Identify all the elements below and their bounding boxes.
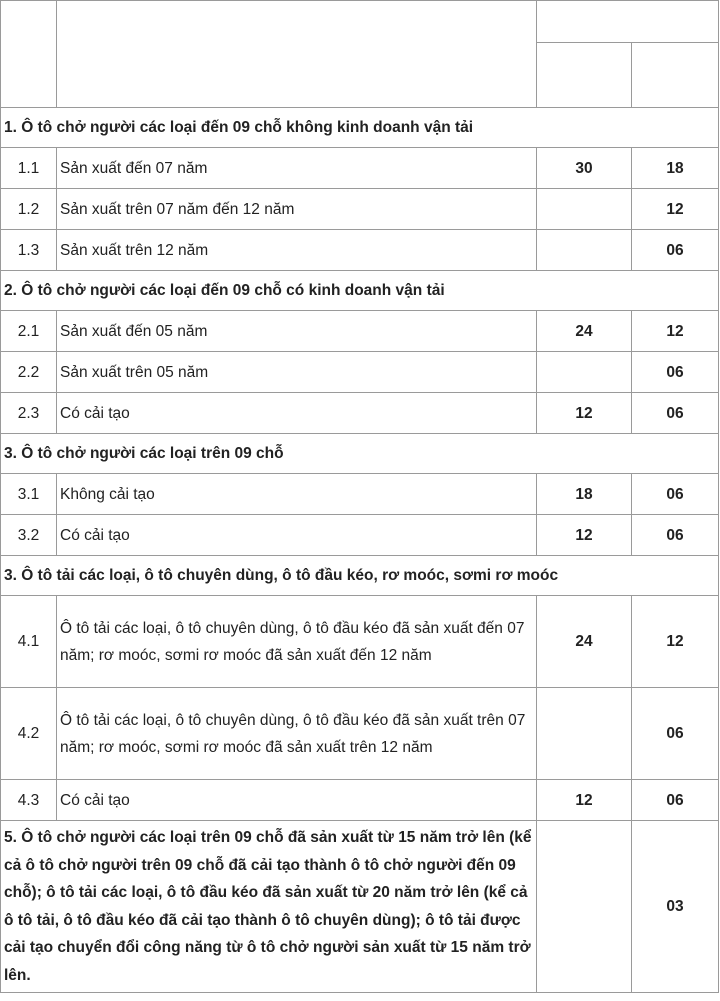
vehicle-type: Có cải tạo xyxy=(57,780,537,821)
vehicle-type: Sản xuất đến 05 năm xyxy=(57,311,537,352)
first-cycle: 12 xyxy=(537,515,632,556)
table-row xyxy=(1,230,719,271)
clipped-following-text xyxy=(0,993,720,1001)
table-row xyxy=(1,311,719,352)
first-cycle: 12 xyxy=(537,780,632,821)
periodic-cycle: 18 xyxy=(632,148,719,189)
periodic-cycle: 03 xyxy=(632,821,719,993)
periodic-cycle: 06 xyxy=(632,230,719,271)
vehicle-type: Ô tô tải các loại, ô tô chuyên dùng, ô tô đầu kéo đã sản xuất trên 07 năm; rơ moóc, sơmi rơ moóc đã sản xuất trên 12 năm xyxy=(57,688,537,780)
periodic-cycle: 06 xyxy=(632,393,719,434)
header-periodic-cycle xyxy=(632,43,719,108)
row-number: 1.2 xyxy=(1,189,57,230)
first-cycle: 24 xyxy=(537,311,632,352)
section-row xyxy=(1,556,719,596)
row-number: 3.2 xyxy=(1,515,57,556)
row-number: 4.2 xyxy=(1,688,57,780)
table-row xyxy=(1,393,719,434)
vehicle-type: Sản xuất trên 05 năm xyxy=(57,352,537,393)
periodic-cycle: 06 xyxy=(632,688,719,780)
vehicle-type: Sản xuất trên 12 năm xyxy=(57,230,537,271)
first-cycle xyxy=(537,352,632,393)
row-number: 2.3 xyxy=(1,393,57,434)
first-cycle: 30 xyxy=(537,148,632,189)
vehicle-type: Sản xuất trên 07 năm đến 12 năm xyxy=(57,189,537,230)
header-first-cycle xyxy=(537,43,632,108)
row-number: 2.1 xyxy=(1,311,57,352)
section-title: 3. Ô tô chở người các loại trên 09 chỗ xyxy=(1,434,719,474)
periodic-cycle: 12 xyxy=(632,596,719,688)
section-title: 3. Ô tô tải các loại, ô tô chuyên dùng, ô tô đầu kéo, rơ moóc, sơmi rơ moóc xyxy=(1,556,719,596)
row-number: 2.2 xyxy=(1,352,57,393)
vehicle-type: Ô tô tải các loại, ô tô chuyên dùng, ô tô đầu kéo đã sản xuất đến 07 năm; rơ moóc, sơmi rơ moóc đã sản xuất đến 12 năm xyxy=(57,596,537,688)
section-row xyxy=(1,434,719,474)
first-cycle xyxy=(537,230,632,271)
periodic-cycle: 06 xyxy=(632,474,719,515)
table-row xyxy=(1,688,719,780)
table-row xyxy=(1,780,719,821)
first-cycle: 24 xyxy=(537,596,632,688)
header-vehicle-type xyxy=(57,1,537,108)
table-row xyxy=(1,474,719,515)
periodic-cycle: 06 xyxy=(632,352,719,393)
final-row xyxy=(1,821,719,993)
first-cycle xyxy=(537,189,632,230)
row-number: 1.3 xyxy=(1,230,57,271)
vehicle-type: Sản xuất đến 07 năm xyxy=(57,148,537,189)
periodic-cycle: 12 xyxy=(632,189,719,230)
row-number: 1.1 xyxy=(1,148,57,189)
section-title: 1. Ô tô chở người các loại đến 09 chỗ không kinh doanh vận tải xyxy=(1,108,719,148)
vehicle-type: Có cải tạo xyxy=(57,393,537,434)
section-title: 2. Ô tô chở người các loại đến 09 chỗ có kinh doanh vận tải xyxy=(1,271,719,311)
periodic-cycle: 12 xyxy=(632,311,719,352)
row-number: 4.3 xyxy=(1,780,57,821)
vehicle-type: Có cải tạo xyxy=(57,515,537,556)
first-cycle: 12 xyxy=(537,393,632,434)
table-row xyxy=(1,596,719,688)
periodic-cycle: 06 xyxy=(632,515,719,556)
first-cycle xyxy=(537,688,632,780)
section-row xyxy=(1,271,719,311)
row-number: 4.1 xyxy=(1,596,57,688)
table-row xyxy=(1,148,719,189)
header-tt xyxy=(1,1,57,108)
vehicle-type: Không cải tạo xyxy=(57,474,537,515)
header-cycle xyxy=(537,1,719,43)
final-row-text: 5. Ô tô chở người các loại trên 09 chỗ đã sản xuất từ 15 năm trở lên (kể cả ô tô chở người trên 09 chỗ đã cải tạo thành ô tô chở người đến 09 chỗ); ô tô tải các loại, ô tô đầu kéo đã sản xuất từ 20 năm trở lên (kể cả ô tô tải, ô tô đầu kéo đã cải tạo thành ô tô chuyên dùng); ô tô tải được cải tạo chuyển đổi công năng từ ô tô chở người sản xuất từ 15 năm trở lên. xyxy=(1,821,537,993)
section-row xyxy=(1,108,719,148)
table-row xyxy=(1,515,719,556)
first-cycle xyxy=(537,821,632,993)
table-row xyxy=(1,352,719,393)
row-number: 3.1 xyxy=(1,474,57,515)
first-cycle: 18 xyxy=(537,474,632,515)
periodic-cycle: 06 xyxy=(632,780,719,821)
table-row xyxy=(1,189,719,230)
